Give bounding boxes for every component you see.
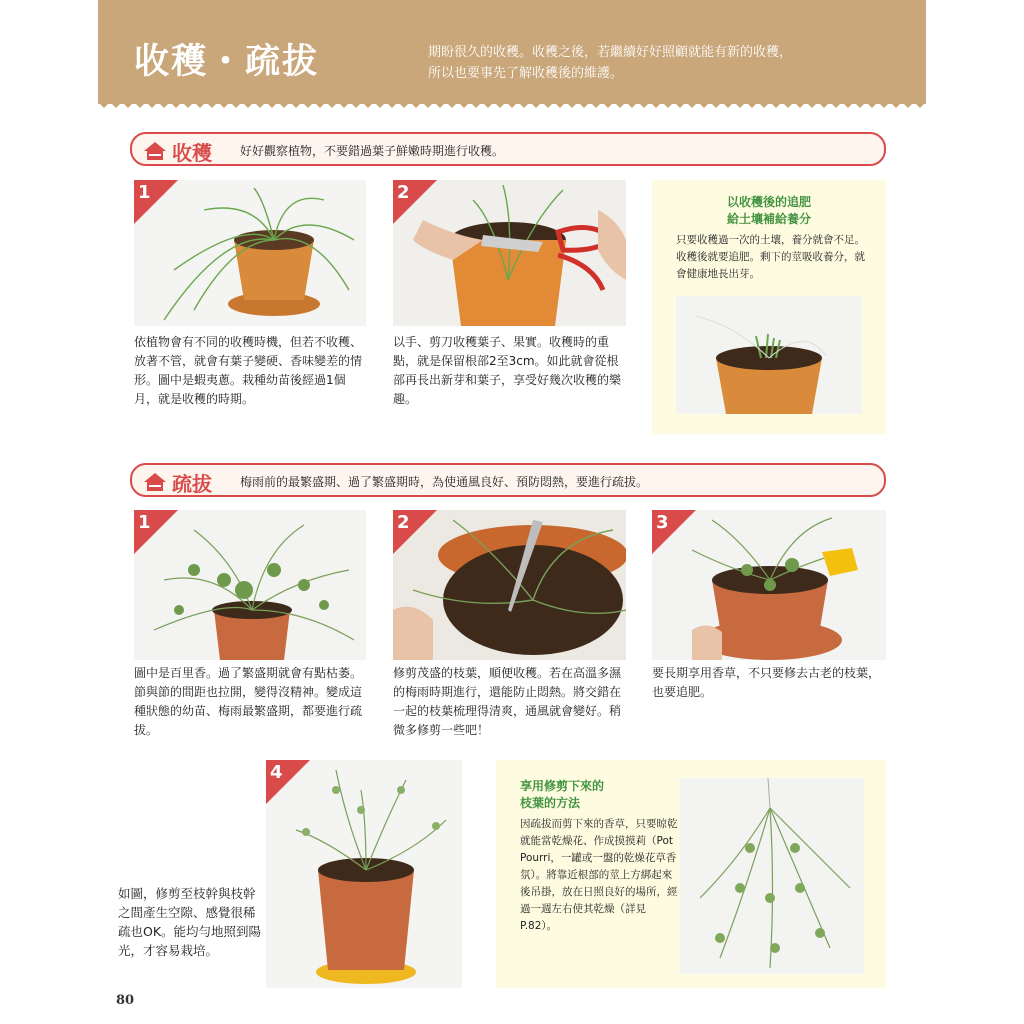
- step-number: 2: [397, 512, 410, 533]
- harvest-caption-1: 依植物會有不同的收穫時機，但若不收穫、放著不管，就會有葉子變硬、香味變差的情形。圖中是蝦夷蔥。栽種幼苗後經過1個月，就是收穫的時期。: [134, 335, 363, 406]
- house-icon: [144, 142, 166, 160]
- thinning-photo-4: [266, 760, 462, 988]
- thinning-note-title: [520, 778, 680, 812]
- harvest-desc: 好好觀察植物，不要錯過葉子鮮嫩時期進行收穫。: [240, 144, 505, 158]
- thinning-note-photo: [680, 778, 864, 974]
- thinning-photo-1: [134, 510, 366, 660]
- thinning-note-title-line-1: 享用修剪下來的: [520, 779, 605, 793]
- thinning-section-bar: [130, 463, 886, 497]
- harvest-note-text: 只要收穫過一次的土壤，養分就會不足。收穫後就要追肥。剩下的莖吸收養分，就會健康地長出芽。: [676, 234, 865, 280]
- page-number: 80: [116, 993, 135, 1008]
- thinning-note-title-line-2: 枝葉的方法: [520, 796, 581, 810]
- step-number: 3: [656, 512, 669, 533]
- house-icon: [144, 473, 166, 491]
- page-title: 收穫・疏拔: [134, 42, 320, 82]
- thinning-photo-3: [652, 510, 886, 660]
- cut-chives-pot-illustration: [676, 296, 862, 414]
- step-number: 1: [138, 182, 151, 203]
- harvest-title: 收穫: [172, 141, 212, 165]
- harvest-note-title: [652, 194, 886, 228]
- harvest-section-bar: [130, 132, 886, 166]
- intro-line-1: 期盼很久的收穫。收穫之後，若繼續好好照顧就能有新的收穫，: [428, 45, 793, 60]
- harvest-photo-1: [134, 180, 366, 326]
- drying-herb-bundle-illustration: [680, 778, 864, 974]
- step-number: 4: [270, 762, 283, 783]
- thinning-caption-4: 如圖，修剪至枝幹與枝幹之間產生空隙、感覺很稀疏也OK。能均勻地照到陽光，才容易栽培。: [118, 886, 262, 958]
- thinning-title: 疏拔: [172, 472, 212, 496]
- harvest-note-title-line-1: 以收穫後的追肥: [726, 195, 811, 209]
- harvest-note-photo: [676, 296, 862, 414]
- thinning-photo-2: [393, 510, 626, 660]
- intro-text: [428, 42, 808, 84]
- intro-line-2: 所以也要事先了解收穫後的維護。: [428, 66, 624, 81]
- harvest-note-title-line-2: 給土壤補給養分: [726, 212, 811, 226]
- header-zigzag-edge: [98, 96, 926, 110]
- thinning-caption-3: 要長期享用香草，不只要修去古老的枝葉，也要追肥。: [652, 666, 881, 699]
- thinning-caption-2: 修剪茂盛的枝葉，順便收穫。若在高溫多濕的梅雨時期進行，還能防止悶熱。將交錯在一起的枝葉梳理得清爽，通風就會變好。稍微多修剪一些吧！: [393, 666, 622, 737]
- step-number: 1: [138, 512, 151, 533]
- harvest-note-box: [652, 180, 886, 434]
- step-number: 2: [397, 182, 410, 203]
- harvest-photo-2: [393, 180, 626, 326]
- harvest-caption-2: 以手、剪刀收穫葉子、果實。收穫時的重點，就是保留根部2至3cm。如此就會從根部再長出新芽和葉子，享受好幾次收穫的樂趣。: [393, 335, 622, 406]
- thinning-note-text: 因疏拔而剪下來的香草，只要晾乾就能當乾燥花、作成摸摸莉（Pot Pourri，一罐或一盤的乾燥花草香氛）。將靠近根部的莖上方綁起來後吊掛，放在日照良好的場所，經過一週左右使其乾燥（詳見P.82）。: [520, 818, 678, 932]
- thinning-note-box: [496, 760, 886, 988]
- thinning-caption-1: 圖中是百里香。過了繁盛期就會有點枯萎。節與節的間距也拉開，變得沒精神。變成這種狀態的幼苗、梅雨最繁盛期，都要進行疏拔。: [134, 666, 363, 737]
- thinning-desc: 梅雨前的最繁盛期、過了繁盛期時，為使通風良好、預防悶熱，要進行疏拔。: [240, 475, 649, 489]
